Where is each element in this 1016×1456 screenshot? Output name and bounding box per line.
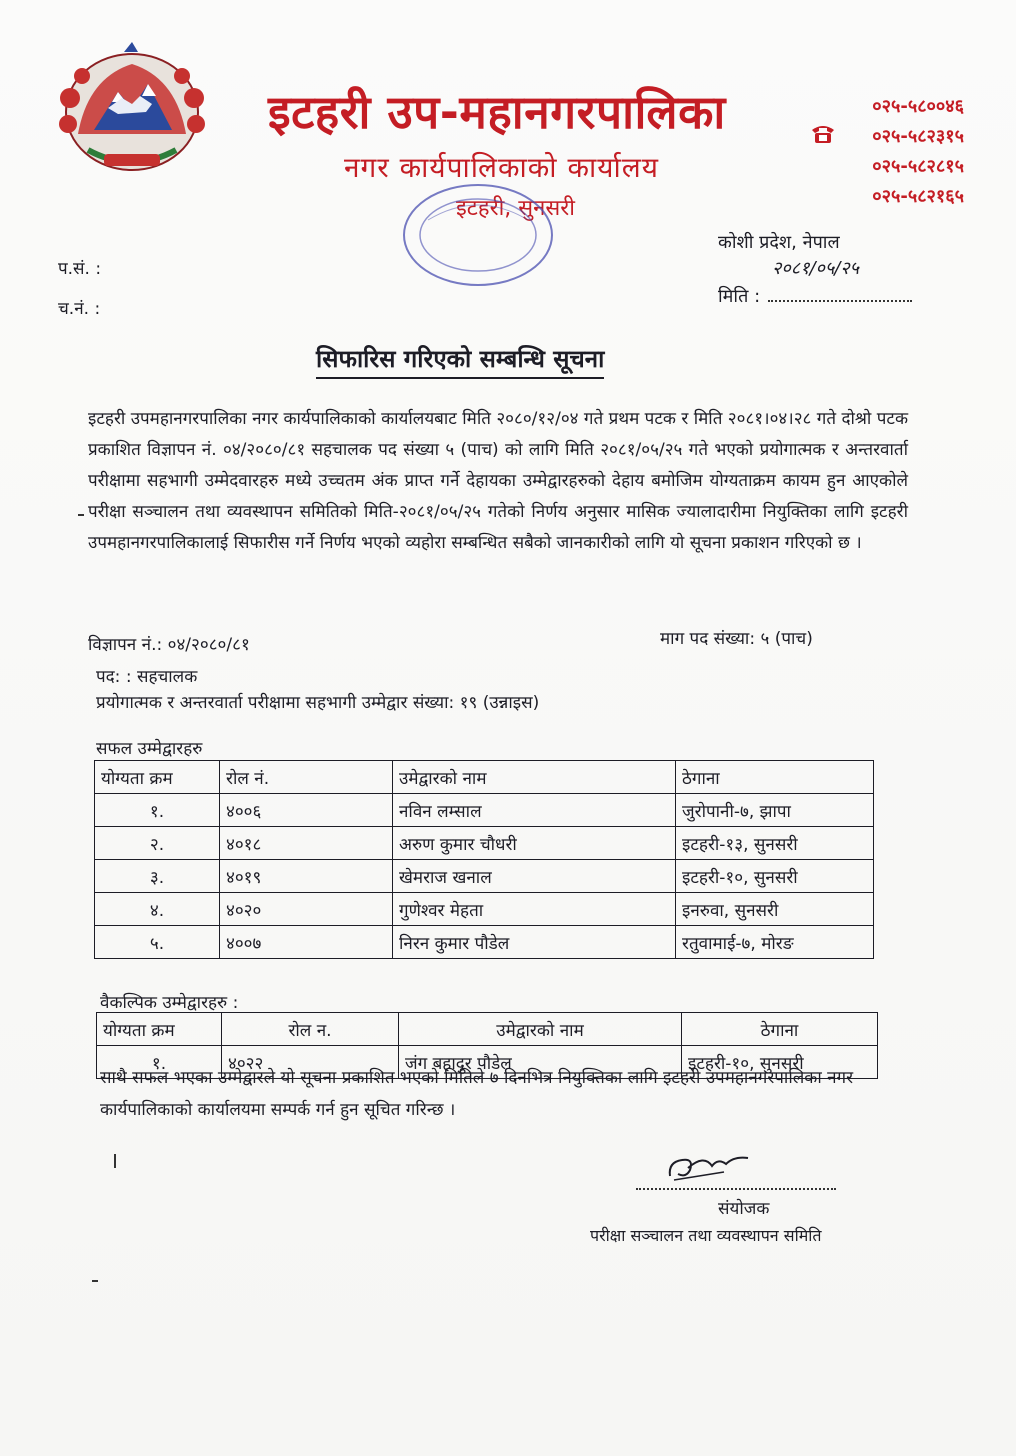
name-cell: खेमराज खनाल <box>393 860 676 893</box>
name-cell: अरुण कुमार चौधरी <box>393 827 676 860</box>
column-header: उमेद्वारको नाम <box>399 1013 682 1046</box>
signature-dotted-line <box>636 1188 836 1190</box>
successful-candidates-table <box>94 760 874 959</box>
address-cell: इटहरी-१०, सुनसरी <box>676 860 874 893</box>
name-cell: निरन कुमार पौडेल <box>393 926 676 959</box>
successful-section-label: सफल उम्मेद्वारहरु <box>96 739 203 759</box>
address-cell: इटहरी-१०, सुनसरी <box>682 1046 878 1079</box>
column-header: ठेगाना <box>682 1013 878 1046</box>
participant-count: प्रयोगात्मक र अन्तरवार्ता परीक्षामा सहभागी उम्मेद्वार संख्या: १९ (उन्नाइस) <box>96 693 540 713</box>
rank-cell: २. <box>95 827 220 860</box>
margin-mark <box>92 1280 98 1282</box>
nepal-emblem-icon <box>48 38 216 178</box>
column-header: ठेगाना <box>676 761 874 794</box>
phone-number: ०२५-५८२३१५ <box>872 126 964 147</box>
table-header-row <box>95 761 874 794</box>
signatory-role: संयोजक <box>718 1199 770 1219</box>
phone-list <box>814 92 964 212</box>
closing-paragraph: साथै सफल भएका उम्मेद्वारले यो सूचना प्रकाशित भएको मितिले ७ दिनभित्र नियुक्तिका लागि इटहरी उपमहानगरपालिका नगर कार्यपालिकाको कार्यालयमा सम्पर्क गर्न हुन सूचित गरिन्छ । <box>100 1068 854 1120</box>
notice-heading: सिफारिस गरिएको सम्बन्धि सूचना <box>316 342 604 379</box>
table-row <box>95 893 874 926</box>
rank-cell: ४. <box>95 893 220 926</box>
column-header: योग्यता क्रम <box>95 761 220 794</box>
office-location: इटहरी, सुनसरी <box>456 196 575 221</box>
issue-date: २०८१/०५/२५ <box>772 258 860 279</box>
table-row <box>95 860 874 893</box>
roll-cell: ४०१९ <box>220 860 393 893</box>
phone-number: ०२५-५८००४६ <box>872 96 964 117</box>
post-name: पद: : सहचालक <box>96 667 198 687</box>
notice-body: इटहरी उपमहानगरपालिका नगर कार्यपालिकाको कार्यालयबाट मिति २०८०/१२/०४ गते प्रथम पटक र मिति २०८१।०४।२८ गते दोश्रो पटक प्रकाशित विज्ञापन नं. ०४/२०८०/८१ सहचालक पद संख्या ५ (पाच) को लागि मिति २०८१/०५/२५ गते भएको प्रयोगात्मक र अन्तरवार्ता परीक्षामा सहभागी उम्मेदवारहरु मध्ये उच्चतम अंक प्राप्त गर्ने देहायका उम्मेद्वारहरुको देहाय बमोजिम योग्यताक्रम कायम हुन आएकोले परीक्षा सञ्चालन तथा व्यवस्थापन समितिको मिति-२०८१/०५/२५ गतेको निर्णय अनुसार मासिक ज्यालादारीमा नियुक्तिका लागि इटहरी उपमहानगरपालिकालाई सिफारीस गर्ने निर्णय भएको व्यहोरा सम्बन्धित सबैको जानकारीको लागि यो सूचना प्रकाशन गरिएको छ । <box>88 409 909 553</box>
signatory-committee: परीक्षा सञ्चालन तथा व्यवस्थापन समिति <box>590 1226 822 1245</box>
column-header: रोल नं. <box>220 761 393 794</box>
name-cell: गुणेश्वर मेहता <box>393 893 676 926</box>
table-row <box>95 827 874 860</box>
rank-cell: १. <box>95 794 220 827</box>
date-dotted-line <box>768 300 912 302</box>
office-stamp-icon <box>398 180 558 290</box>
column-header: योग्यता क्रम <box>97 1013 222 1046</box>
column-header: रोल न. <box>222 1013 399 1046</box>
phone-number: ०२५-५८२१६५ <box>872 186 964 207</box>
table-row <box>95 926 874 959</box>
name-cell: जंग बहादुर पौडेल <box>399 1046 682 1079</box>
address-cell: जुरोपानी-७, झापा <box>676 794 874 827</box>
name-cell: नविन लम्साल <box>393 794 676 827</box>
dispatch-number-label: च.नं. : <box>58 299 101 319</box>
roll-cell: ४०२२ <box>222 1046 399 1079</box>
municipality-title: इटहरी उप-महानगरपालिका <box>268 85 726 139</box>
roll-cell: ४०२० <box>220 893 393 926</box>
table-row <box>95 794 874 827</box>
rank-cell: ५. <box>95 926 220 959</box>
region-text: कोशी प्रदेश, नेपाल <box>718 232 840 253</box>
rank-cell: १. <box>97 1046 222 1079</box>
roll-cell: ४००७ <box>220 926 393 959</box>
address-cell: रतुवामाई-७, मोरङ <box>676 926 874 959</box>
column-header: उमेद्वारको नाम <box>393 761 676 794</box>
office-subtitle: नगर कार्यपालिकाको कार्यालय <box>344 151 659 184</box>
rank-cell: ३. <box>95 860 220 893</box>
roll-cell: ४०१८ <box>220 827 393 860</box>
roll-cell: ४००६ <box>220 794 393 827</box>
margin-mark <box>78 514 84 516</box>
address-cell: इनरुवा, सुनसरी <box>676 893 874 926</box>
telephone-icon <box>810 122 836 144</box>
address-cell: इटहरी-१३, सुनसरी <box>676 827 874 860</box>
signature-scribble-icon <box>664 1148 754 1184</box>
phone-number: ०२५-५८२८१५ <box>872 156 964 177</box>
margin-mark <box>114 1154 116 1168</box>
alternate-section-label: वैकल्पिक उम्मेद्वारहरु : <box>100 993 239 1013</box>
advertisement-number: विज्ञापन नं.: ०४/२०८०/८१ <box>88 635 250 655</box>
date-label: मिति : <box>718 286 761 307</box>
demand-post-count: माग पद संख्या: ५ (पाच) <box>660 629 813 649</box>
table-header-row <box>97 1013 878 1046</box>
reference-number-label: प.सं. : <box>58 259 102 279</box>
